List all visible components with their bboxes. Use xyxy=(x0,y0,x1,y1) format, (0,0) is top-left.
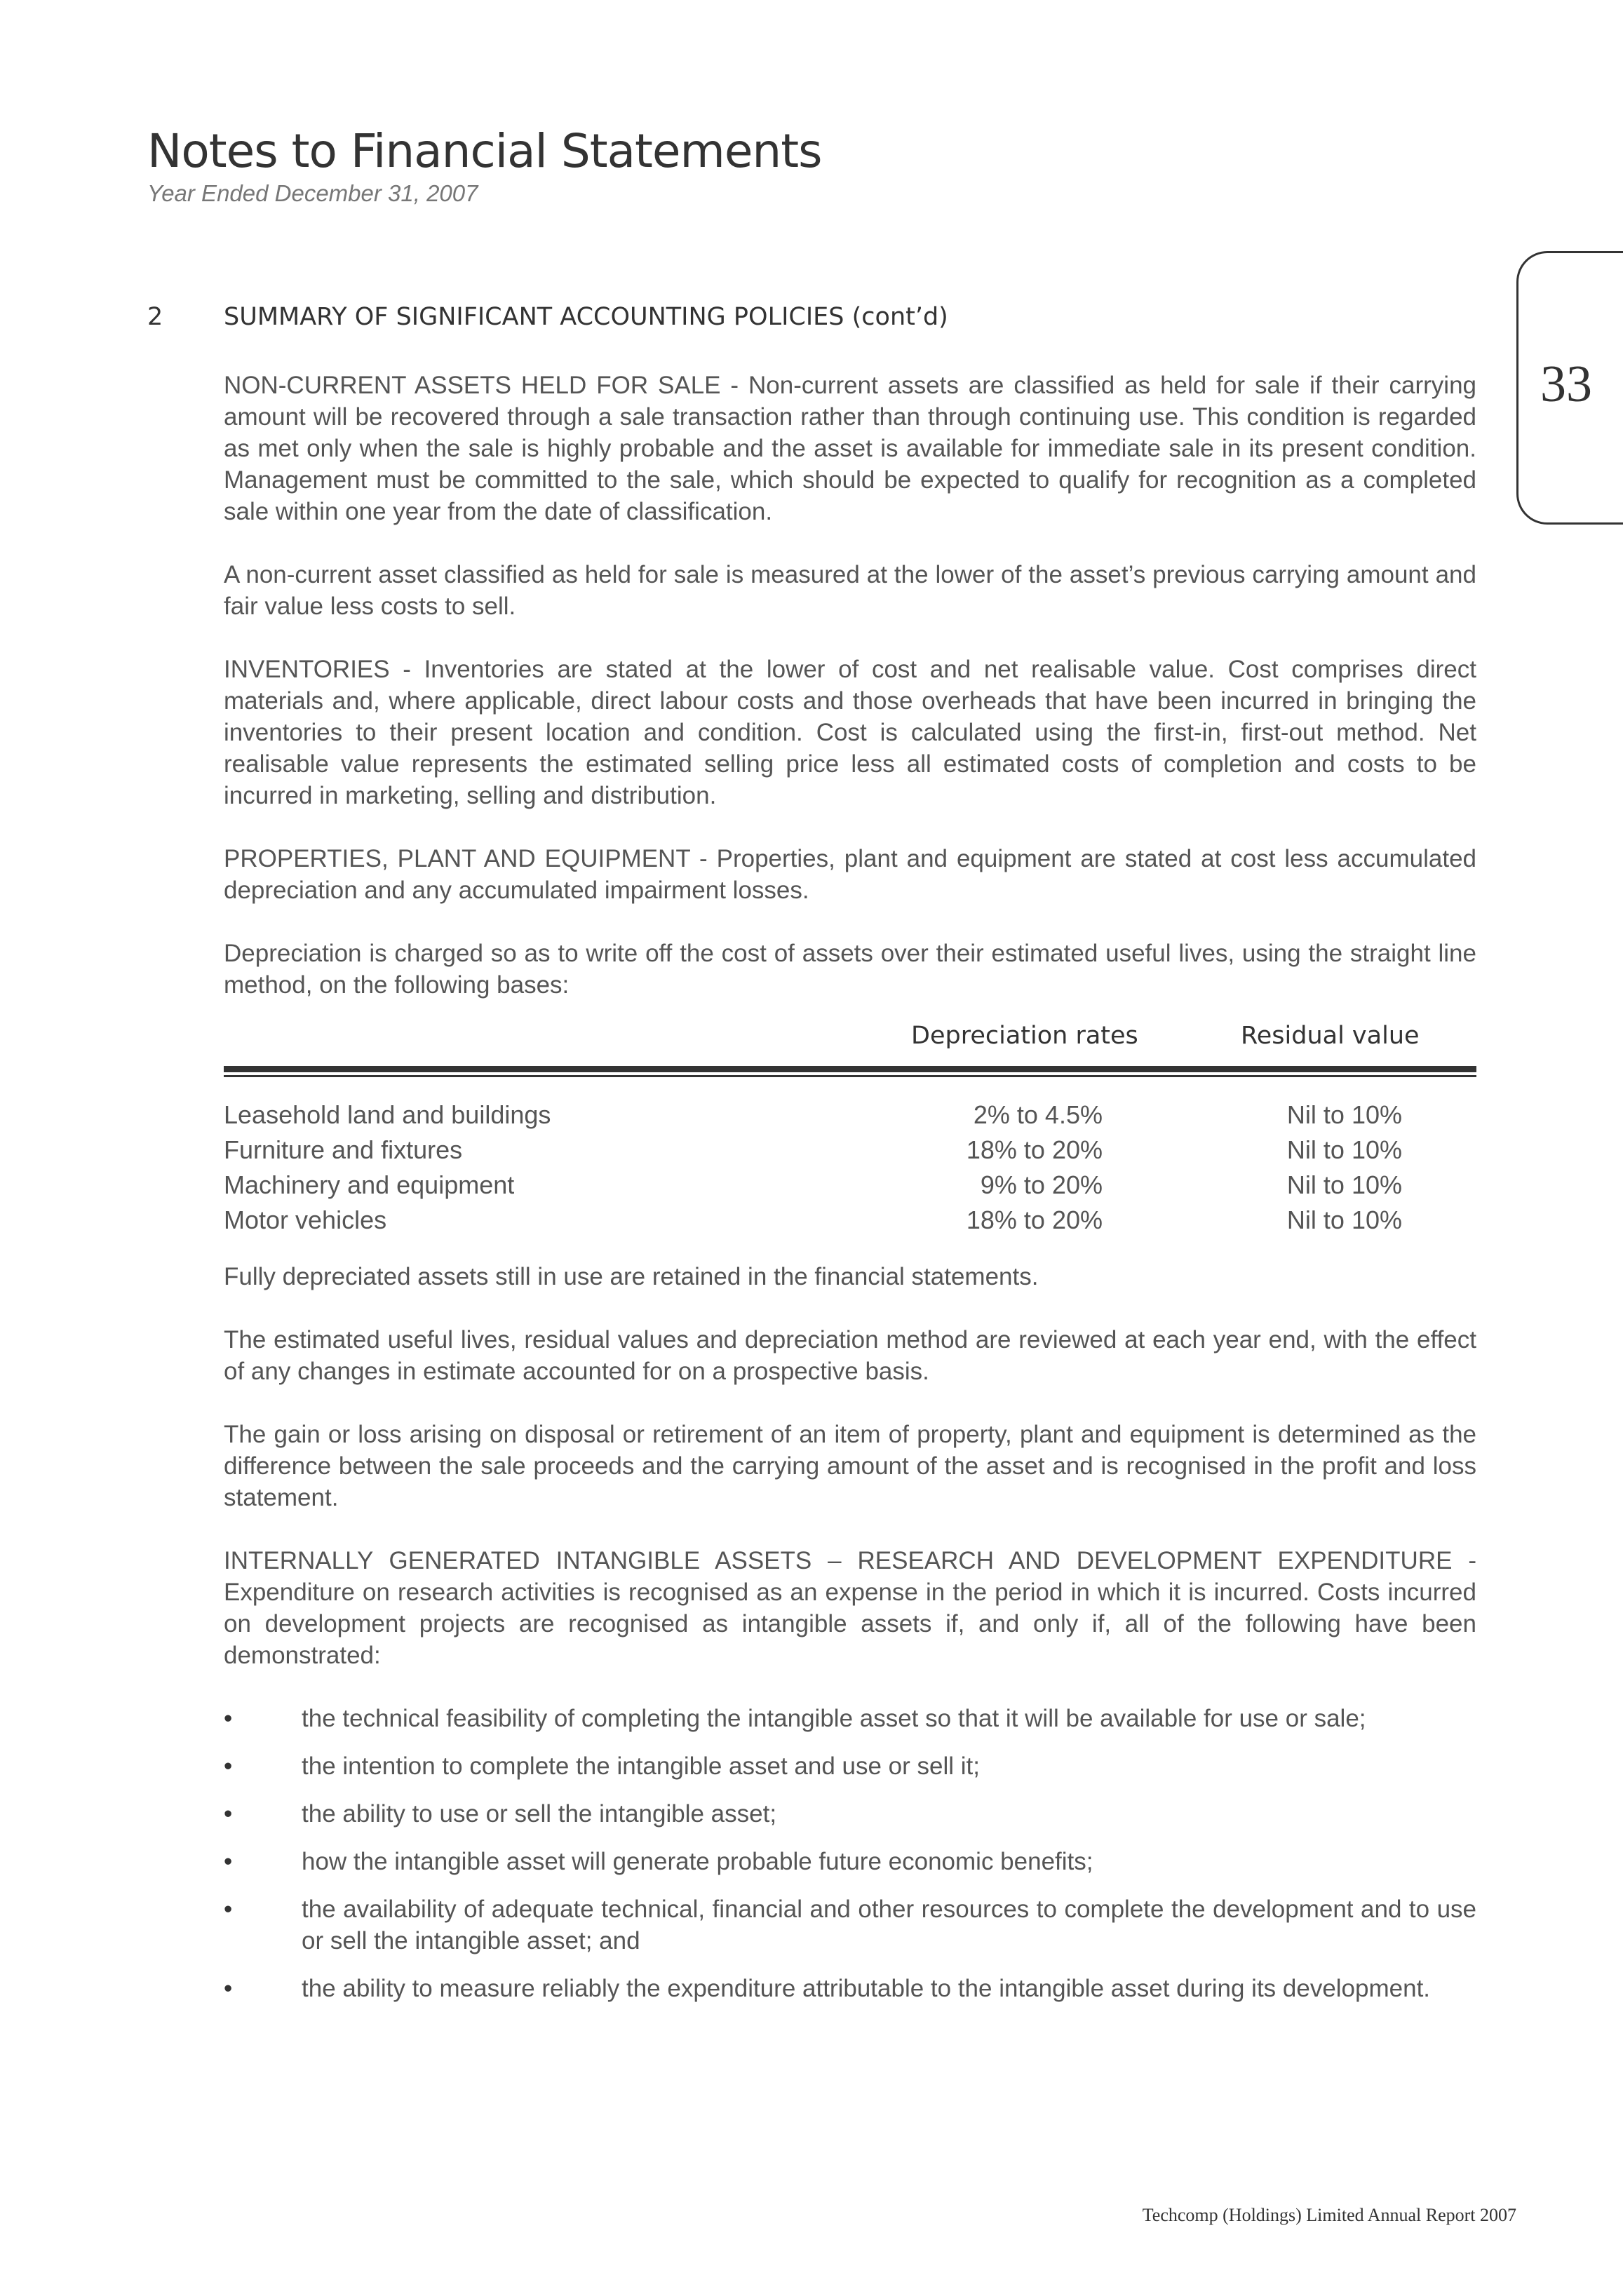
table-rule-thick xyxy=(224,1066,1476,1072)
page-title: Notes to Financial Statements xyxy=(147,124,822,178)
depreciation-rate: 18% to 20% xyxy=(966,1135,1103,1164)
table-header xyxy=(224,1022,1476,1064)
bullet-icon: • xyxy=(224,1975,233,2002)
asset-name: Furniture and fixtures xyxy=(224,1135,463,1164)
page-footer: Techcomp (Holdings) Limited Annual Report 2007 xyxy=(1142,2205,1516,2225)
residual-value: Nil to 10% xyxy=(1286,1206,1402,1234)
list-item-text: how the intangible asset will generate probable future economic benefits; xyxy=(302,1848,1093,1875)
list-item-text: the intention to complete the intangible asset and use or sell it; xyxy=(302,1753,980,1780)
bullet-icon: • xyxy=(224,1848,233,1875)
list-item-text: the availability of adequate technical, financial and other resources to complete the development and to use or sell the intangible asset; and xyxy=(302,1896,1476,1954)
main-content xyxy=(224,370,1476,2020)
table-rule-thin xyxy=(224,1075,1476,1077)
table-row xyxy=(224,1206,1476,1241)
bullet-icon: • xyxy=(224,1753,233,1780)
header-depreciation-rates: Depreciation rates xyxy=(911,1022,1138,1050)
asset-name: Machinery and equipment xyxy=(224,1170,515,1199)
section-heading: SUMMARY OF SIGNIFICANT ACCOUNTING POLICIES (cont’d) xyxy=(224,303,948,331)
page-header xyxy=(147,123,822,207)
paragraph-intangible-assets: INTERNALLY GENERATED INTANGIBLE ASSETS – RESEARCH AND DEVELOPMENT EXPENDITURE - Expenditure on research activities is recognised as an expense in the period in which it is incurred. Costs incurred on development projects are recognised as intangible assets if, and only if, all of the following have been demonstrated: xyxy=(224,1547,1476,1669)
paragraph-fully-depreciated: Fully depreciated assets still in use are retained in the financial statements. xyxy=(224,1263,1039,1290)
paragraph-useful-lives-review: The estimated useful lives, residual values and depreciation method are reviewed at each year end, with the effect of any changes in estimate accounted for on a prospective basis. xyxy=(224,1326,1476,1385)
paragraph-non-current-assets: NON-CURRENT ASSETS HELD FOR SALE - Non-current assets are classified as held for sale if their carrying amount will be recovered through a sale transaction rather than through continuing use. This condition is regarded as met only when the sale is highly probable and the asset is available for immediate sale in its present condition. Management must be committed to the sale, which should be expected to qualify for recognition as a completed sale within one year from the date of classification. xyxy=(224,372,1476,525)
list-item xyxy=(224,1846,1476,1877)
list-item-text: the ability to measure reliably the expenditure attributable to the intangible asset during its development. xyxy=(302,1975,1431,2002)
table-row xyxy=(224,1100,1476,1135)
page-number: 33 xyxy=(1540,356,1592,413)
depreciation-rate: 18% to 20% xyxy=(966,1206,1103,1234)
paragraph-inventories: INVENTORIES - Inventories are stated at the lower of cost and net realisable value. Cost comprises direct materials and, where applicable, direct labour costs and those overheads that have been incurred in bringing the inventories to their present location and condition. Cost is calculated using the first-in, first-out method. Net realisable value represents the estimated selling price less all estimated costs of completion and costs to be incurred in marketing, selling and distribution. xyxy=(224,656,1476,809)
table-row xyxy=(224,1135,1476,1170)
paragraph-gain-loss-disposal: The gain or loss arising on disposal or retirement of an item of property, plant and equipment is determined as the difference between the sale proceeds and the carrying amount of the asset and is recognised in the profit and loss statement. xyxy=(224,1421,1476,1511)
table-body xyxy=(224,1100,1476,1241)
header-residual-value: Residual value xyxy=(1241,1022,1420,1050)
bullet-icon: • xyxy=(224,1800,233,1828)
list-item xyxy=(224,1798,1476,1830)
list-item xyxy=(224,1973,1476,2004)
list-item xyxy=(224,1750,1476,1782)
list-item-text: the ability to use or sell the intangible asset; xyxy=(302,1800,777,1828)
bullet-icon: • xyxy=(224,1705,233,1732)
depreciation-table xyxy=(224,1022,1476,1241)
table-row xyxy=(224,1170,1476,1206)
paragraph-held-for-sale-measurement: A non-current asset classified as held for sale is measured at the lower of the asset’s previous carrying amount and fair value less costs to sell. xyxy=(224,561,1476,620)
list-item xyxy=(224,1893,1476,1957)
depreciation-rate: 2% to 4.5% xyxy=(973,1100,1103,1129)
asset-name: Leasehold land and buildings xyxy=(224,1100,551,1129)
list-item-text: the technical feasibility of completing the intangible asset so that it will be available for use or sale; xyxy=(302,1705,1366,1732)
bullet-icon: • xyxy=(224,1896,233,1923)
criteria-list xyxy=(224,1703,1476,2004)
paragraph-depreciation: Depreciation is charged so as to write off the cost of assets over their estimated useful lives, using the straight line method, on the following bases: xyxy=(224,940,1476,999)
residual-value: Nil to 10% xyxy=(1286,1100,1402,1129)
page-subtitle: Year Ended December 31, 2007 xyxy=(147,180,478,207)
depreciation-rate: 9% to 20% xyxy=(980,1170,1103,1199)
residual-value: Nil to 10% xyxy=(1286,1135,1402,1164)
asset-name: Motor vehicles xyxy=(224,1206,387,1234)
residual-value: Nil to 10% xyxy=(1286,1170,1402,1199)
paragraph-ppe: PROPERTIES, PLANT AND EQUIPMENT - Properties, plant and equipment are stated at cost less accumulated depreciation and any accumulated impairment losses. xyxy=(224,845,1476,904)
list-item xyxy=(224,1703,1476,1734)
section-number: 2 xyxy=(147,303,163,331)
